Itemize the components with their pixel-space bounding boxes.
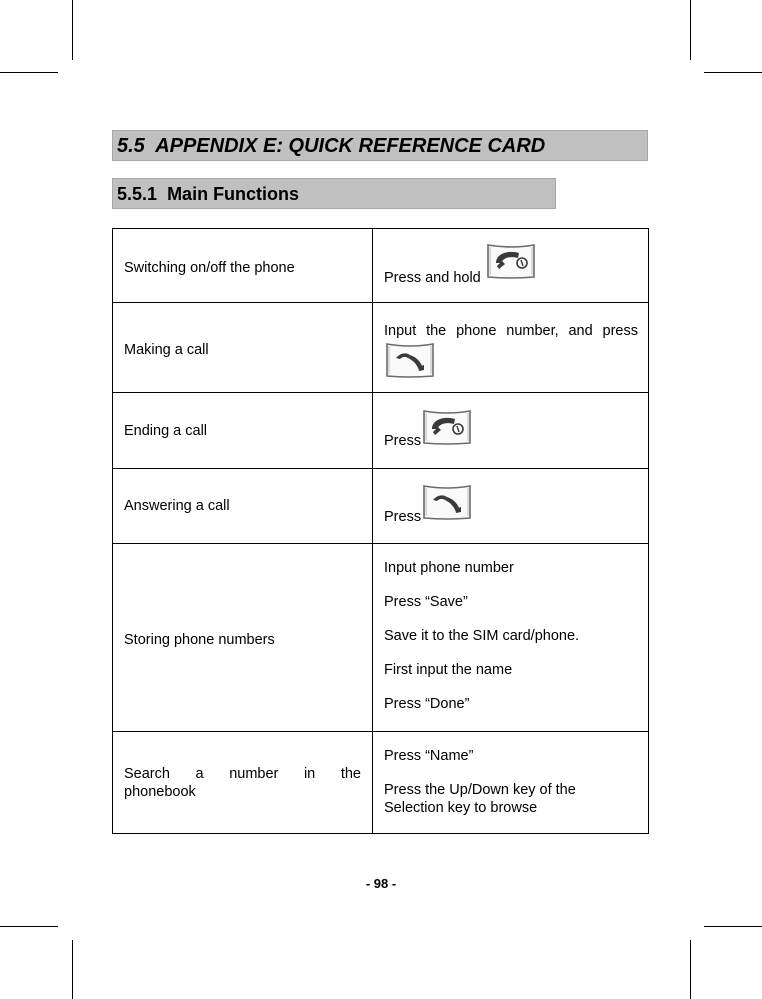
crop-mark [0, 926, 58, 927]
action-cell: Press [373, 469, 649, 544]
table-row [113, 393, 649, 469]
function-cell: Storing phone numbers [113, 544, 373, 732]
subsection-heading [112, 178, 556, 209]
function-cell: Answering a call [113, 469, 373, 544]
function-cell [113, 732, 373, 834]
crop-mark [690, 940, 691, 999]
table-row [113, 544, 649, 732]
table-row [113, 469, 649, 544]
send-key-icon [421, 483, 471, 521]
crop-mark [704, 926, 762, 927]
step-text: Press “Name” [384, 748, 474, 764]
subsection-number: 5.5.1 [117, 184, 158, 204]
section-heading [112, 130, 648, 161]
table-row [113, 732, 649, 834]
crop-mark [690, 0, 691, 60]
table-row [113, 303, 649, 393]
action-cell: Press [373, 393, 649, 469]
function-text-line2: phonebook [124, 784, 196, 800]
action-cell [373, 544, 649, 732]
action-cell: Input the phone number, and press [373, 303, 649, 393]
function-cell: Making a call [113, 303, 373, 393]
function-cell: Switching on/off the phone [113, 229, 373, 303]
page-number: - 98 - [365, 876, 397, 891]
quick-reference-table [112, 228, 649, 834]
function-text-line1: Search a number in the [124, 766, 361, 782]
step-text: Save it to the SIM card/phone. [384, 628, 580, 644]
end-key-icon [485, 241, 535, 279]
action-cell [373, 732, 649, 834]
crop-mark [704, 72, 762, 73]
section-number: 5.5 [117, 135, 145, 157]
crop-mark [72, 940, 73, 999]
end-key-icon [421, 407, 471, 445]
crop-mark [72, 0, 73, 60]
step-text: Press the Up/Down key of the Selection key to browse [384, 782, 576, 816]
send-key-icon [384, 341, 434, 379]
function-cell: Ending a call [113, 393, 373, 469]
step-text: Input phone number [384, 560, 514, 576]
action-cell: Press and hold [373, 229, 649, 303]
step-text: Press “Save” [384, 594, 468, 610]
crop-mark [0, 72, 58, 73]
subsection-title: Main Functions [167, 184, 300, 204]
step-text: First input the name [384, 662, 513, 678]
step-text: Press “Done” [384, 696, 470, 712]
section-title: APPENDIX E: QUICK REFERENCE CARD [155, 135, 546, 157]
table-row [113, 229, 649, 303]
